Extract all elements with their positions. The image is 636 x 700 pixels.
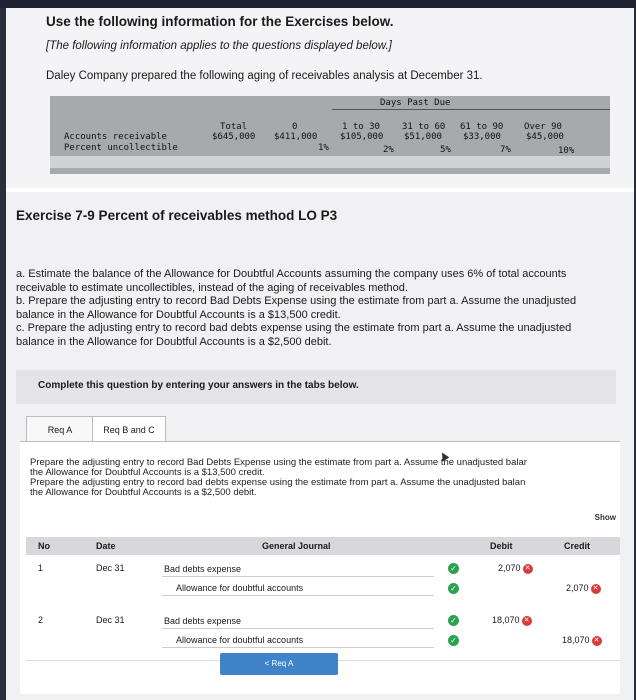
panel-prompt	[30, 458, 620, 498]
row-no: 1	[38, 563, 44, 573]
col-header-total: Total	[220, 122, 248, 132]
pct-0: 1%	[318, 143, 329, 153]
prompt-line-1: Prepare the adjusting entry to record Bad Debts Expense using the estimate from part a. Assume the unadjusted balar	[30, 458, 527, 468]
journal-header	[26, 537, 620, 555]
row-date[interactable]: Dec 31	[96, 563, 125, 573]
row-date[interactable]: Dec 31	[96, 615, 125, 625]
amount-61-90: $33,000	[463, 132, 501, 142]
exercise-instructions	[16, 268, 606, 349]
row-debit-amount[interactable]: 2,070 ✕	[498, 563, 533, 574]
pct-1-30: 2%	[383, 145, 394, 155]
pct-31-60: 5%	[440, 145, 451, 155]
instruction-a: a. Estimate the balance of the Allowance for Doubtful Accounts assuming the company uses 6% of total accounts receivable to estimate uncollectibles, instead of the aging of receivables method.	[16, 268, 567, 294]
complete-banner	[16, 370, 616, 404]
amount-over-90: $45,000	[526, 132, 564, 142]
row-credit-account[interactable]: Allowance for doubtful accounts	[176, 583, 304, 593]
row-debit-account[interactable]: Bad debts expense	[164, 616, 242, 626]
complete-text: Complete this question by entering your answers in the tabs below.	[38, 380, 359, 391]
tab-req-b-and-c[interactable]: Req B and C	[92, 416, 166, 444]
pct-over-90: 10%	[558, 146, 575, 156]
row-label-pct: Percent uncollectible	[64, 143, 178, 153]
row-credit-account[interactable]: Allowance for doubtful accounts	[176, 635, 304, 645]
header-no: No	[38, 541, 50, 551]
col-header-0: 0	[292, 122, 298, 132]
row-credit-amount[interactable]: 18,070 ✕	[562, 635, 602, 646]
prompt-line-4: the Allowance for Doubtful Accounts is a $2,500 debit.	[30, 487, 257, 498]
amount-31-60: $51,000	[404, 132, 442, 142]
header-credit: Credit	[564, 541, 591, 551]
error-x-icon: ✕	[592, 636, 602, 646]
row-debit-amount[interactable]: 18,070 ✕	[492, 615, 532, 626]
row-no: 2	[38, 615, 44, 625]
col-header-1-30: 1 to 30	[342, 122, 380, 132]
aging-table	[50, 96, 610, 174]
aging-stripe	[50, 156, 610, 168]
error-x-icon: ✕	[591, 584, 601, 594]
days-past-due-label: Days Past Due	[380, 98, 451, 108]
header-general-journal: General Journal	[262, 541, 331, 551]
row-credit-amount[interactable]: 2,070 ✕	[566, 583, 601, 594]
instruction-c: c. Prepare the adjusting entry to record bad debts expense using the estimate from part a. Assume the unadjusted balance in the Allowance for Doubtful Accounts is a $2,500 debit.	[16, 322, 572, 348]
header-date: Date	[96, 541, 116, 551]
prev-req-a-button[interactable]: < Req A	[220, 653, 338, 675]
intro-heading: Use the following information for the Exercises below.	[46, 14, 394, 29]
error-x-icon: ✕	[522, 616, 532, 626]
exercise-title: Exercise 7-9 Percent of receivables method LO P3	[16, 208, 338, 223]
row-debit-account[interactable]: Bad debts expense	[164, 564, 242, 574]
prompt-line-2: the Allowance for Doubtful Accounts is a $13,500 credit.	[30, 467, 265, 478]
col-header-61-90: 61 to 90	[460, 122, 504, 132]
intro-section	[6, 8, 634, 188]
amount-1-30: $105,000	[340, 132, 384, 142]
intro-statement: Daley Company prepared the following aging of receivables analysis at December 31.	[46, 70, 483, 82]
row-label-ar: Accounts receivable	[64, 132, 167, 142]
prompt-line-3: Prepare the adjusting entry to record bad debts expense using the estimate from part a. Assume the unadjusted balan	[30, 477, 526, 488]
amount-total: $645,000	[212, 132, 256, 142]
check-icon: ✓	[448, 563, 459, 574]
section-divider	[6, 188, 634, 192]
journal-row	[26, 556, 620, 609]
check-icon: ✓	[448, 615, 459, 626]
show-link[interactable]: Show	[594, 513, 616, 522]
amount-0: $411,000	[274, 132, 318, 142]
tab-req-a[interactable]: Req A	[26, 416, 94, 444]
col-header-31-60: 31 to 60	[402, 122, 446, 132]
check-icon: ✓	[448, 583, 459, 594]
instruction-b: b. Prepare the adjusting entry to record Bad Debts Expense using the estimate from part a. Assume the unadjusted balance in the Allowance for Doubtful Accounts is a $13,500 credit.	[16, 295, 577, 321]
col-header-over-90: Over 90	[524, 122, 562, 132]
check-icon: ✓	[448, 635, 459, 646]
pct-61-90: 7%	[500, 145, 511, 155]
top-dark-bar	[0, 0, 636, 8]
page	[6, 8, 634, 700]
intro-note: [The following information applies to the questions displayed below.]	[46, 40, 392, 52]
header-debit: Debit	[490, 541, 513, 551]
error-x-icon: ✕	[523, 564, 533, 574]
tab-panel	[20, 441, 620, 694]
